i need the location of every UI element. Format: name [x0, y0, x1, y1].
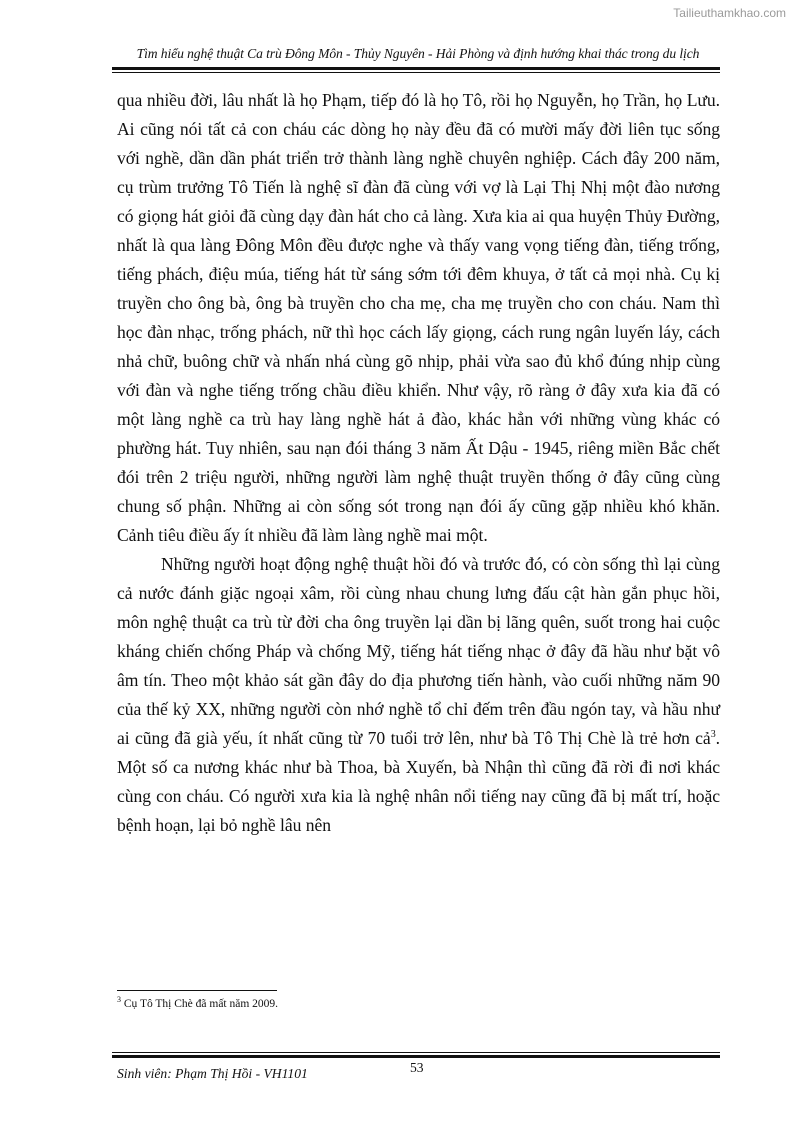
footnote-text: Cụ Tô Thị Chè đã mất năm 2009.: [121, 998, 279, 1010]
footer-rule-thin: [112, 1052, 720, 1053]
paragraph-2: [117, 550, 720, 840]
paragraph-2-text-a: Những người hoạt động nghệ thuật hồi đó và trước đó, có còn sống thì lại cùng cả nước đánh giặc ngoại xâm, rồi cùng nhau chung lưng đấu cật hàn gắn phục hồi, môn nghệ thuật ca trù từ đời cha ông truyền lại dần bị lãng quên, suốt trong hai cuộc kháng chiến chống Pháp và chống Mỹ, tiếng hát tiếng nhạc ở đây đã hầu như bặt vô âm tín. Theo một khảo sát gần đây do địa phương tiến hành, vào cuối những năm 90 của thế kỷ XX, những người còn nhớ nghề tổ chỉ đếm trên đầu ngón tay, và hầu như ai cũng đã già yếu, ít nhất cũng từ 70 tuổi trở lên, như bà Tô Thị Chè là trẻ hơn cả: [117, 554, 720, 748]
footnote-separator: [117, 990, 277, 991]
paragraph-2-text-b: . Một số ca nương khác như bà Thoa, bà Xuyến, bà Nhận thì cũng đã rời đi nơi khác cùng con cháu. Có người xưa kia là nghệ nhân nổi tiếng nay cũng đã bị mất trí, hoặc bệnh hoạn, lại bỏ nghề lâu nên: [117, 728, 720, 835]
footnote-reference[interactable]: 3: [710, 729, 716, 741]
paragraph-1: qua nhiều đời, lâu nhất là họ Phạm, tiếp đó là họ Tô, rồi họ Nguyễn, họ Trần, họ Lưu. Ai cũng nói tất cả con cháu các dòng họ này đều đã có mười mấy đời liên tục sống với nghề, dần dần phát triển trở thành làng nghề chuyên nghiệp. Cách đây 200 năm, cụ trùm trưởng Tô Tiến là nghệ sĩ đàn đã cùng với vợ là Lại Thị Nhị một đào nương có giọng hát giỏi đã cùng dạy đàn hát cho cả làng. Xưa kia ai qua huyện Thủy Đường, nhất là qua làng Đông Môn đều được nghe và thấy vang vọng tiếng đàn, tiếng trống, tiếng phách, điệu múa, tiếng hát từ sáng sớm tới đêm khuya, ở tất cả mọi nhà. Cụ kị truyền cho ông bà, ông bà truyền cho cha mẹ, cha mẹ truyền cho con cháu. Nam thì học đàn nhạc, trống phách, nữ thì học cách lấy giọng, cách rung ngân luyến láy, cách nhả chữ, buông chữ và nhấn nhá cùng gõ nhịp, phải vừa sao đủ khổ đúng nhịp cùng với đàn và nghe tiếng trống chầu điều khiển. Như vậy, rõ ràng ở đây xưa kia đã có một làng nghề ca trù hay làng nghề hát ả đào, khác hẳn với những vùng khác có phường hát. Tuy nhiên, sau nạn đói tháng 3 năm Ất Dậu - 1945, riêng miền Bắc chết đói trên 2 triệu người, những người làm nghệ thuật truyền thống ở đây cũng cùng chung số phận. Những ai còn sống sót trong nạn đói ấy cũng gặp nhiều khó khăn. Cảnh tiêu điều ấy ít nhiều đã làm làng nghề mai một.: [117, 90, 720, 545]
header-rule-thin: [112, 72, 720, 73]
running-header: Tìm hiểu nghệ thuật Ca trù Đông Môn - Thủy Nguyên - Hải Phòng và định hướng khai thác trong du lịch: [136, 46, 700, 61]
footnote: [117, 995, 717, 1010]
page-number: 53: [410, 1060, 424, 1075]
header-rule: [112, 67, 720, 70]
footer-rule: [112, 1055, 720, 1058]
footer-student: Sinh viên: Phạm Thị Hồi - VH1101: [117, 1066, 308, 1081]
body-text: [117, 86, 720, 840]
footnote-marker: 3: [117, 995, 121, 1005]
watermark: Tailieuthamkhao.com: [673, 6, 786, 20]
